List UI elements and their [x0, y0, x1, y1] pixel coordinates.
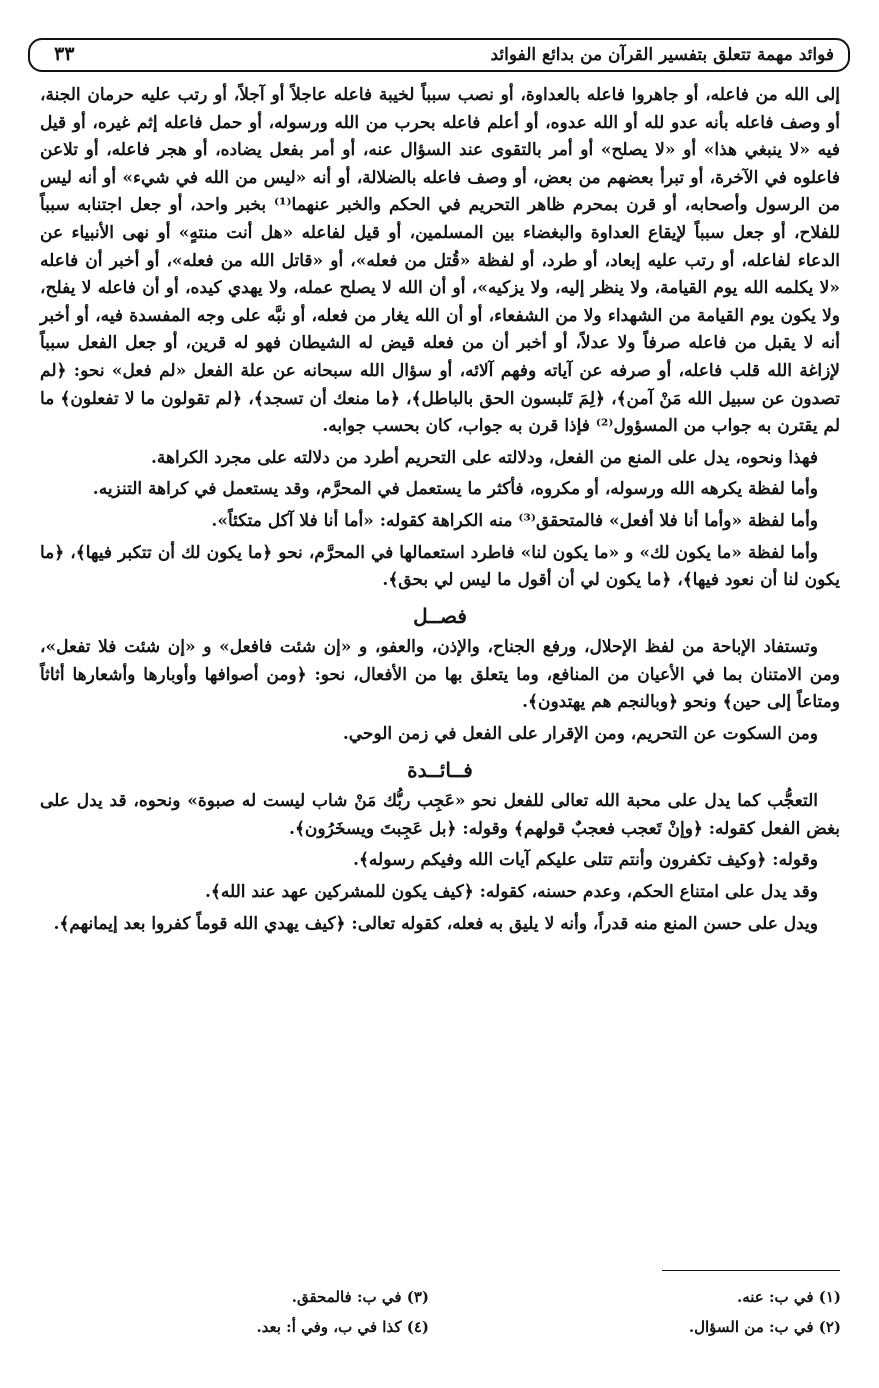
- footnote: (١) في ب: عنه.: [736, 1288, 841, 1306]
- footnote: (٤) كذا في ب، وفي أ: بعد.: [256, 1318, 429, 1336]
- paragraph: ومن السكوت عن التحريم، ومن الإقرار على الفعل في زمن الوحي.: [342, 724, 818, 745]
- section-heading: فصــل: [413, 603, 467, 628]
- page-number: ٣٣: [54, 43, 75, 65]
- paragraph: وأما لفظة يكرهه الله ورسوله، أو مكروه، فأكثر ما يستعمل في المحرَّم، وقد يستعمل في كراهة التنزيه.: [92, 479, 818, 500]
- paragraph: فهذا ونحوه، يدل على المنع من الفعل، ودلالته على التحريم أطرد من دلالته على مجرد الكراهة.: [150, 447, 818, 468]
- running-title: فوائد مهمة تتعلق بتفسير القرآن من بدائع الفوائد: [490, 45, 834, 65]
- section-heading: فــائــدة: [407, 757, 473, 782]
- footnotes-left-column: [29, 1282, 429, 1342]
- footnote-divider: [662, 1270, 840, 1271]
- page-header: [28, 38, 850, 72]
- paragraph: وأما لفظة «ما يكون لك» و «ما يكون لنا» فاطرد استعمالها في المحرَّم، نحو ﴿ما يكون لك أن تتكبر فيها﴾، ﴿ما يكون لنا أن نعود فيها﴾، ﴿ما يكون لي أن أقول ما ليس لي بحق﴾.: [40, 542, 840, 591]
- paragraph: التعجُّب كما يدل على محبة الله تعالى للفعل نحو «عَجِب ربُّك مَنْ شاب ليست له صبوة» ونحوه، قد يدل على بغض الفعل كقوله: ﴿وإنْ تَعجب فعجبٌ قولهم﴾ وقوله: ﴿بل عَجِبتَ ويسخَرُون﴾.: [40, 791, 840, 839]
- footnote: (٣) في ب: فالمحقق.: [291, 1288, 429, 1306]
- footnote: (٢) في ب: من السؤال.: [688, 1318, 841, 1336]
- paragraph: إلى الله من فاعله، أو جاهروا فاعله بالعداوة، أو نصب سبباً لخيبة فاعله عاجلاً أو آجلاً، أو رتب عليه حرمان الجنة، أو وصف فاعله بأنه عدو لله أو الله عدوه، أو أعلم فاعله بحرب من الله ورسوله، أو حمل فاعله إثم غيره، أو قيل فيه «لا ينبغي هذا» أو «لا يصلح» أو أمر بالتقوى عند السؤال عنه، أو أمر بفعل يضاده، أو هجر فاعله، أو تلاعن فاعلوه في الآخرة، أو تبرأ بعضهم من بعض، أو وصف فاعله بالضلالة، أو أنه «ليس من الله في شيء» أو أنه ليس من الرسول وأصحابه، أو قرن بمحرم ظاهر التحريم في الحكم والخبر عنهما⁽¹⁾ بخبر واحد، أو جعل اجتنابه سبباً للفلاح، أو جعل سبباً لإيقاع العداوة والبغضاء بين المسلمين، أو قيل لفاعله «هل أنت منتهٍ» أو نهى الأنبياء عن الدعاء لفاعله، أو رتب عليه إبعاد، أو طرد، أو لفظة «قُتل من فعله»، أو «قاتل الله من فعله»، أو أخبر أن فاعله «لا يكلمه الله يوم القيامة، ولا ينظر إليه، ولا يزكيه»، أو أن الله لا يصلح عمله، ولا يهدي كيده، أو أن فاعله لا يفلح، ولا يكون يوم القيامة من الشهداء ولا من الشفعاء، أو أن الله يغار من فعله، أو نبَّه على وجه المفسدة فيه، أو أخبر أنه لا يقبل من فاعله صرفاً ولا عدلاً، أو أخبر أن من فعله قيض له الشيطان فهو له قرين، أو جعل الفعل سبباً لإزاغة الله قلب فاعله، أو صرفه عن آياته وفهم آلائه، أو سؤال الله سبحانه عن علة الفعل «لم فعل» نحو: ﴿لم تصدون عن سبيل الله مَنْ آمن﴾، ﴿لِمَ تَلبسون الحق بالباطل﴾، ﴿ما منعك أن تسجد﴾، ﴿لم تقولون ما لا تفعلون﴾ ما لم يقترن به جواب من المسؤول⁽²⁾ فإذا قرن به جواب، كان بحسب جوابه.: [40, 85, 840, 437]
- paragraph: وأما لفظة «وأما أنا فلا أفعل» فالمتحقق⁽³⁾ منه الكراهة كقوله: «أما أنا فلا آكل متكئاً».: [211, 510, 818, 531]
- paragraph: ويدل على حسن المنع منه قدراً، وأنه لا يليق به فعله، كقوله تعالى: ﴿كيف يهدي الله قوماً كفروا بعد إيمانهم﴾.: [53, 913, 818, 934]
- main-text: [40, 82, 840, 942]
- paragraph: وقد يدل على امتناع الحكم، وعدم حسنه، كقوله: ﴿كيف يكون للمشركين عهد عند الله﴾.: [204, 882, 818, 903]
- footnotes-right-column: [441, 1282, 841, 1342]
- paragraph: وقوله: ﴿وكيف تكفرون وأنتم تتلى عليكم آيات الله وفيكم رسوله﴾.: [353, 850, 818, 871]
- paragraph: وتستفاد الإباحة من لفظ الإحلال، ورفع الجناح، والإذن، والعفو، و «إن شئت فافعل» و «إن شئت فلا تفعل»، ومن الامتنان بما في الأعيان من المنافع، وما يتعلق بها من الأفعال، نحو: ﴿ومن أصوافها وأوبارها وأشعارها أثاثاً ومتاعاً إلى حين﴾ ونحو ﴿وبالنجم هم يهتدون﴾.: [40, 637, 840, 713]
